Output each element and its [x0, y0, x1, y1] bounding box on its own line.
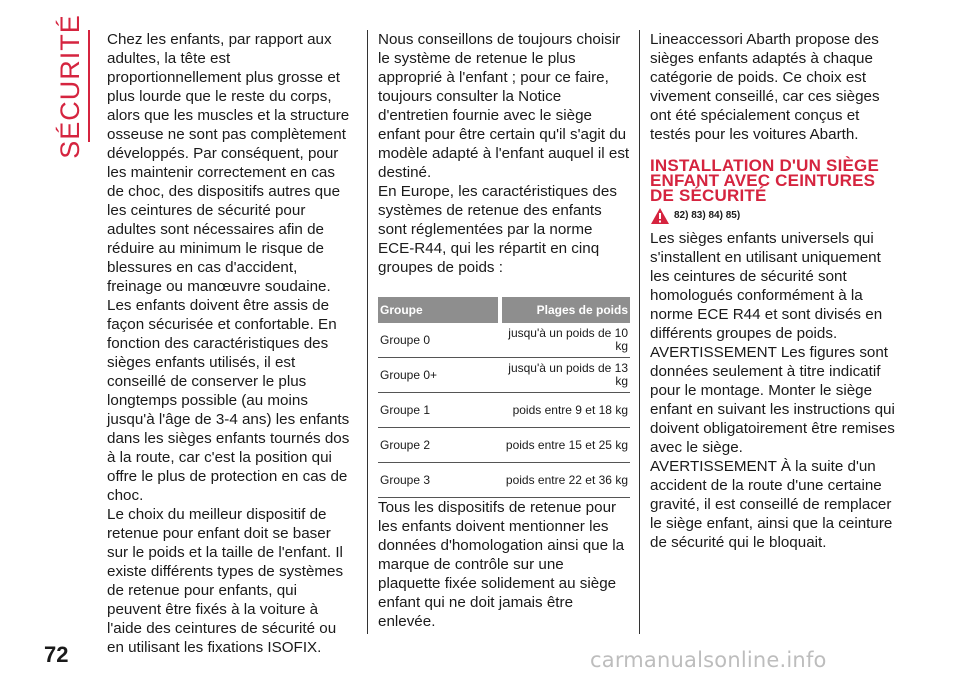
- page-number: 72: [44, 642, 69, 667]
- weight-cell: jusqu'à un poids de 13 kg: [508, 361, 628, 388]
- table-row: [378, 323, 630, 358]
- weight-cell: jusqu'à un poids de 10 kg: [508, 326, 628, 353]
- table-row: [378, 358, 630, 393]
- column-divider: [639, 30, 640, 634]
- group-cell: Groupe 0: [380, 332, 431, 347]
- column-3: [650, 30, 902, 552]
- paragraph: Les enfants doivent être assis de façon sécurisée et confortable. En fonction des caractéristiques des sièges enfants utilisés, il est conseillé de conserver le plus longtemps possible (au moins jusqu'à l'âge de 3-4 ans) les enfants dans les sièges enfants tournés dos à la route, car c'est la position qui offre le plus de protection en cas de choc.: [107, 297, 350, 504]
- warning-refs: 82) 83) 84) 85): [674, 210, 741, 221]
- paragraph: Le choix du meilleur dispositif de retenue pour enfant doit se baser sur le poids et la taille de l'enfant. Il existe différents types de systèmes de retenue pour enfants, qui peuvent être fixés à la voiture à l'aide des ceintures de sécurité ou en utilisant les fixations ISOFIX.: [107, 506, 344, 656]
- group-cell: Groupe 3: [380, 472, 431, 487]
- section-heading: INSTALLATION D'UN SIÈGE ENFANT AVEC CEINTURES DE SÉCURITÉ: [650, 156, 880, 205]
- section-label-text: SÉCURITÉ: [54, 13, 85, 159]
- watermark: carmanualsonline.info: [590, 648, 827, 672]
- group-cell: Groupe 0+: [380, 367, 438, 382]
- paragraph: Lineaccessori Abarth propose des sièges enfants adaptés à chaque catégorie de poids. Ce choix est vivement conseillé, car ces sièges ont été spécialement conçus et testés pour les voitures Abarth.: [650, 31, 880, 143]
- weight-cell: poids entre 15 et 25 kg: [505, 437, 628, 452]
- weight-groups-table: [378, 297, 630, 498]
- table-row: [378, 428, 630, 463]
- weight-cell: poids entre 9 et 18 kg: [512, 402, 628, 417]
- weight-cell: poids entre 22 et 36 kg: [505, 472, 628, 487]
- paragraph: AVERTISSEMENT Les figures sont données seulement à titre indicatif pour le montage. Monter le siège enfant en suivant les instructions qui doivent obligatoirement être remises avec le siège.: [650, 344, 895, 456]
- table-row: [378, 463, 630, 498]
- column-1: [107, 30, 352, 657]
- paragraph: En Europe, les caractéristiques des systèmes de retenue des enfants sont réglementées par la norme ECE-R44, qui les répartit en cinq groupes de poids :: [378, 183, 617, 276]
- section-rule: [88, 30, 90, 142]
- paragraph: Tous les dispositifs de retenue pour les enfants doivent mentionner les données d'homologation ainsi que la marque de contrôle sur une plaquette fixée solidement au siège enfant qui ne doit jamais être enlevée.: [378, 499, 625, 630]
- column-2: [378, 30, 630, 631]
- table-row: [378, 393, 630, 428]
- paragraph: Nous conseillons de toujours choisir le système de retenue le plus approprié à l'enfant ; pour ce faire, toujours consulter la Notice d'entretien fournie avec le siège enfant pour être certain qu'il s'agit du modèle adapté à l'enfant auquel il est destiné.: [378, 31, 630, 181]
- warning-triangle-icon: [650, 207, 670, 225]
- column-divider: [367, 30, 368, 634]
- warning-reference: [650, 206, 902, 225]
- paragraph: Les sièges enfants universels qui s'installent en utilisant uniquement les ceintures de sécurité sont homologués conformément à la norme ECE R44 et sont divisés en différents groupes de poids.: [650, 230, 883, 342]
- section-label: [50, 13, 90, 159]
- header-group: Groupe: [378, 297, 502, 323]
- header-weight-range: Plages de poids: [536, 302, 628, 317]
- group-cell: Groupe 2: [380, 437, 431, 452]
- paragraph: AVERTISSEMENT À la suite d'un accident de la route d'une certaine gravité, il est conseillé de remplacer le siège enfant, ainsi que la ceinture de sécurité qui le bloquait.: [650, 458, 893, 551]
- group-cell: Groupe 1: [380, 402, 431, 417]
- paragraph: Chez les enfants, par rapport aux adultes, la tête est proportionnellement plus grosse et plus lourde que le reste du corps, alors que les muscles et la structure osseuse ne sont pas complètement développés. Par conséquent, pour les maintenir correctement en cas de choc, des dispositifs autres que les ceintures de sécurité pour adultes sont nécessaires afin de réduire au minimum le risque de blessures en cas d'accident, freinage ou manœuvre soudaine.: [107, 31, 350, 295]
- table-header: [378, 297, 630, 323]
